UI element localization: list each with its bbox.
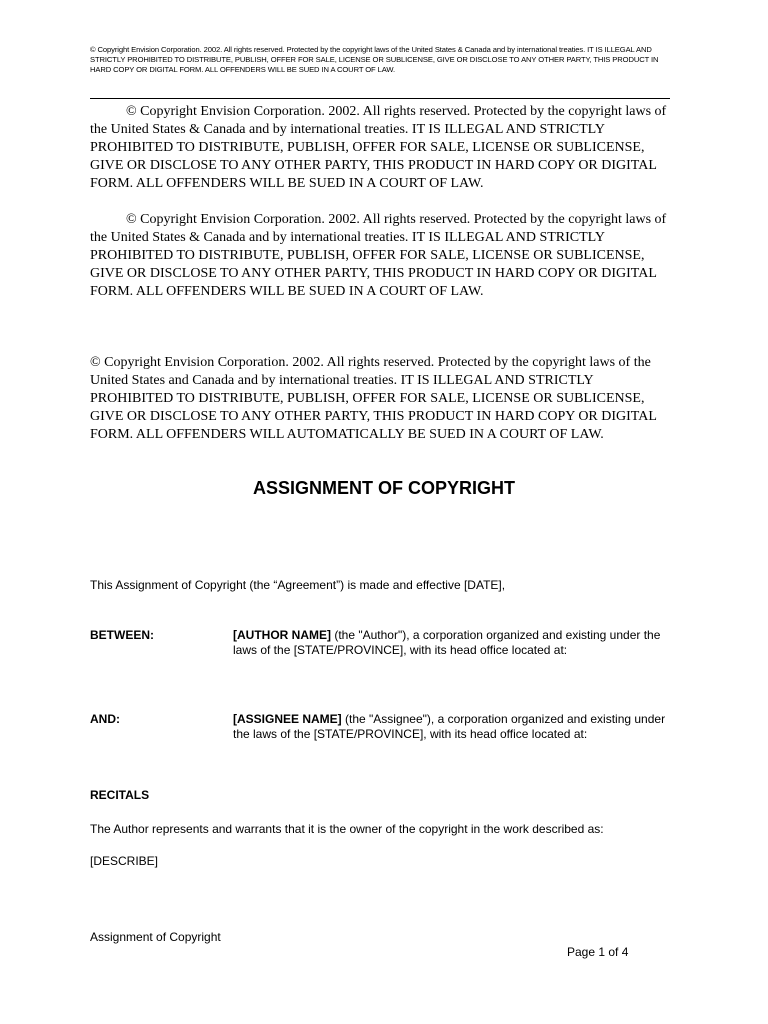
page-number: Page 1 of 4 xyxy=(567,945,629,959)
recital-paragraph: The Author represents and warrants that it is the owner of the copyright in the work described as: xyxy=(90,822,604,836)
footer-document-title: Assignment of Copyright xyxy=(90,930,221,944)
author-name-placeholder: [AUTHOR NAME] xyxy=(233,628,331,642)
describe-placeholder: [DESCRIBE] xyxy=(90,854,159,868)
copyright-notice-3: © Copyright Envision Corporation. 2002. All rights reserved. Protected by the copyright laws of the United States and Canada and by international treaties. IT IS ILLEGAL AND STRICTLY PROHIBITED TO DISTRIBUTE, PUBLISH, OFFER FOR SALE, LICENSE OR SUBLICENSE, GIVE OR DISCLOSE TO ANY OTHER PARTY, THIS PRODUCT IN HARD COPY OR DIGITAL FORM. ALL OFFENDERS WILL AUTOMATICALLY BE SUED IN A COURT OF LAW. xyxy=(90,355,657,442)
header-copyright-notice: © Copyright Envision Corporation. 2002. All rights reserved. Protected by the copyright laws of the United States & Canada and by international treaties. IT IS ILLEGAL AND STRICTLY PROHIBITED TO DISTRIBUTE, PUBLISH, OFFER FOR SALE, LICENSE OR SUBLICENSE, GIVE OR DISCLOSE TO ANY OTHER PARTY, THIS PRODUCT IN HARD COPY OR DIGITAL FORM. ALL OFFENDERS WILL BE SUED IN A COURT OF LAW. xyxy=(90,45,659,75)
agreement-intro: This Assignment of Copyright (the “Agreement”) is made and effective [DATE], xyxy=(90,578,506,592)
assignee-party-description: (the "Assignee"), a corporation organized and existing under the laws of the [STATE/PROVINCE], with its head office located at: xyxy=(233,712,666,741)
document-title: ASSIGNMENT OF COPYRIGHT xyxy=(252,478,515,498)
author-party-description: (the "Author"), a corporation organized and existing under the laws of the [STATE/PROVINCE], with its head office located at: xyxy=(233,628,661,657)
assignee-party-text xyxy=(233,712,673,742)
between-label: BETWEEN: xyxy=(90,628,154,642)
recitals-heading: RECITALS xyxy=(90,788,150,802)
copyright-notice-2: © Copyright Envision Corporation. 2002. All rights reserved. Protected by the copyright laws of the United States & Canada and by international treaties. IT IS ILLEGAL AND STRICTLY PROHIBITED TO DISTRIBUTE, PUBLISH, OFFER FOR SALE, LICENSE OR SUBLICENSE, GIVE OR DISCLOSE TO ANY OTHER PARTY, THIS PRODUCT IN HARD COPY OR DIGITAL FORM. ALL OFFENDERS WILL BE SUED IN A COURT OF LAW. xyxy=(90,212,667,299)
and-label: AND: xyxy=(90,712,120,726)
author-party-text xyxy=(233,628,673,658)
assignee-name-placeholder: [ASSIGNEE NAME] xyxy=(233,712,342,726)
copyright-notice-1: © Copyright Envision Corporation. 2002. All rights reserved. Protected by the copyright laws of the United States & Canada and by international treaties. IT IS ILLEGAL AND STRICTLY PROHIBITED TO DISTRIBUTE, PUBLISH, OFFER FOR SALE, LICENSE OR SUBLICENSE, GIVE OR DISCLOSE TO ANY OTHER PARTY, THIS PRODUCT IN HARD COPY OR DIGITAL FORM. ALL OFFENDERS WILL BE SUED IN A COURT OF LAW. xyxy=(90,104,667,191)
header-divider xyxy=(90,98,670,99)
